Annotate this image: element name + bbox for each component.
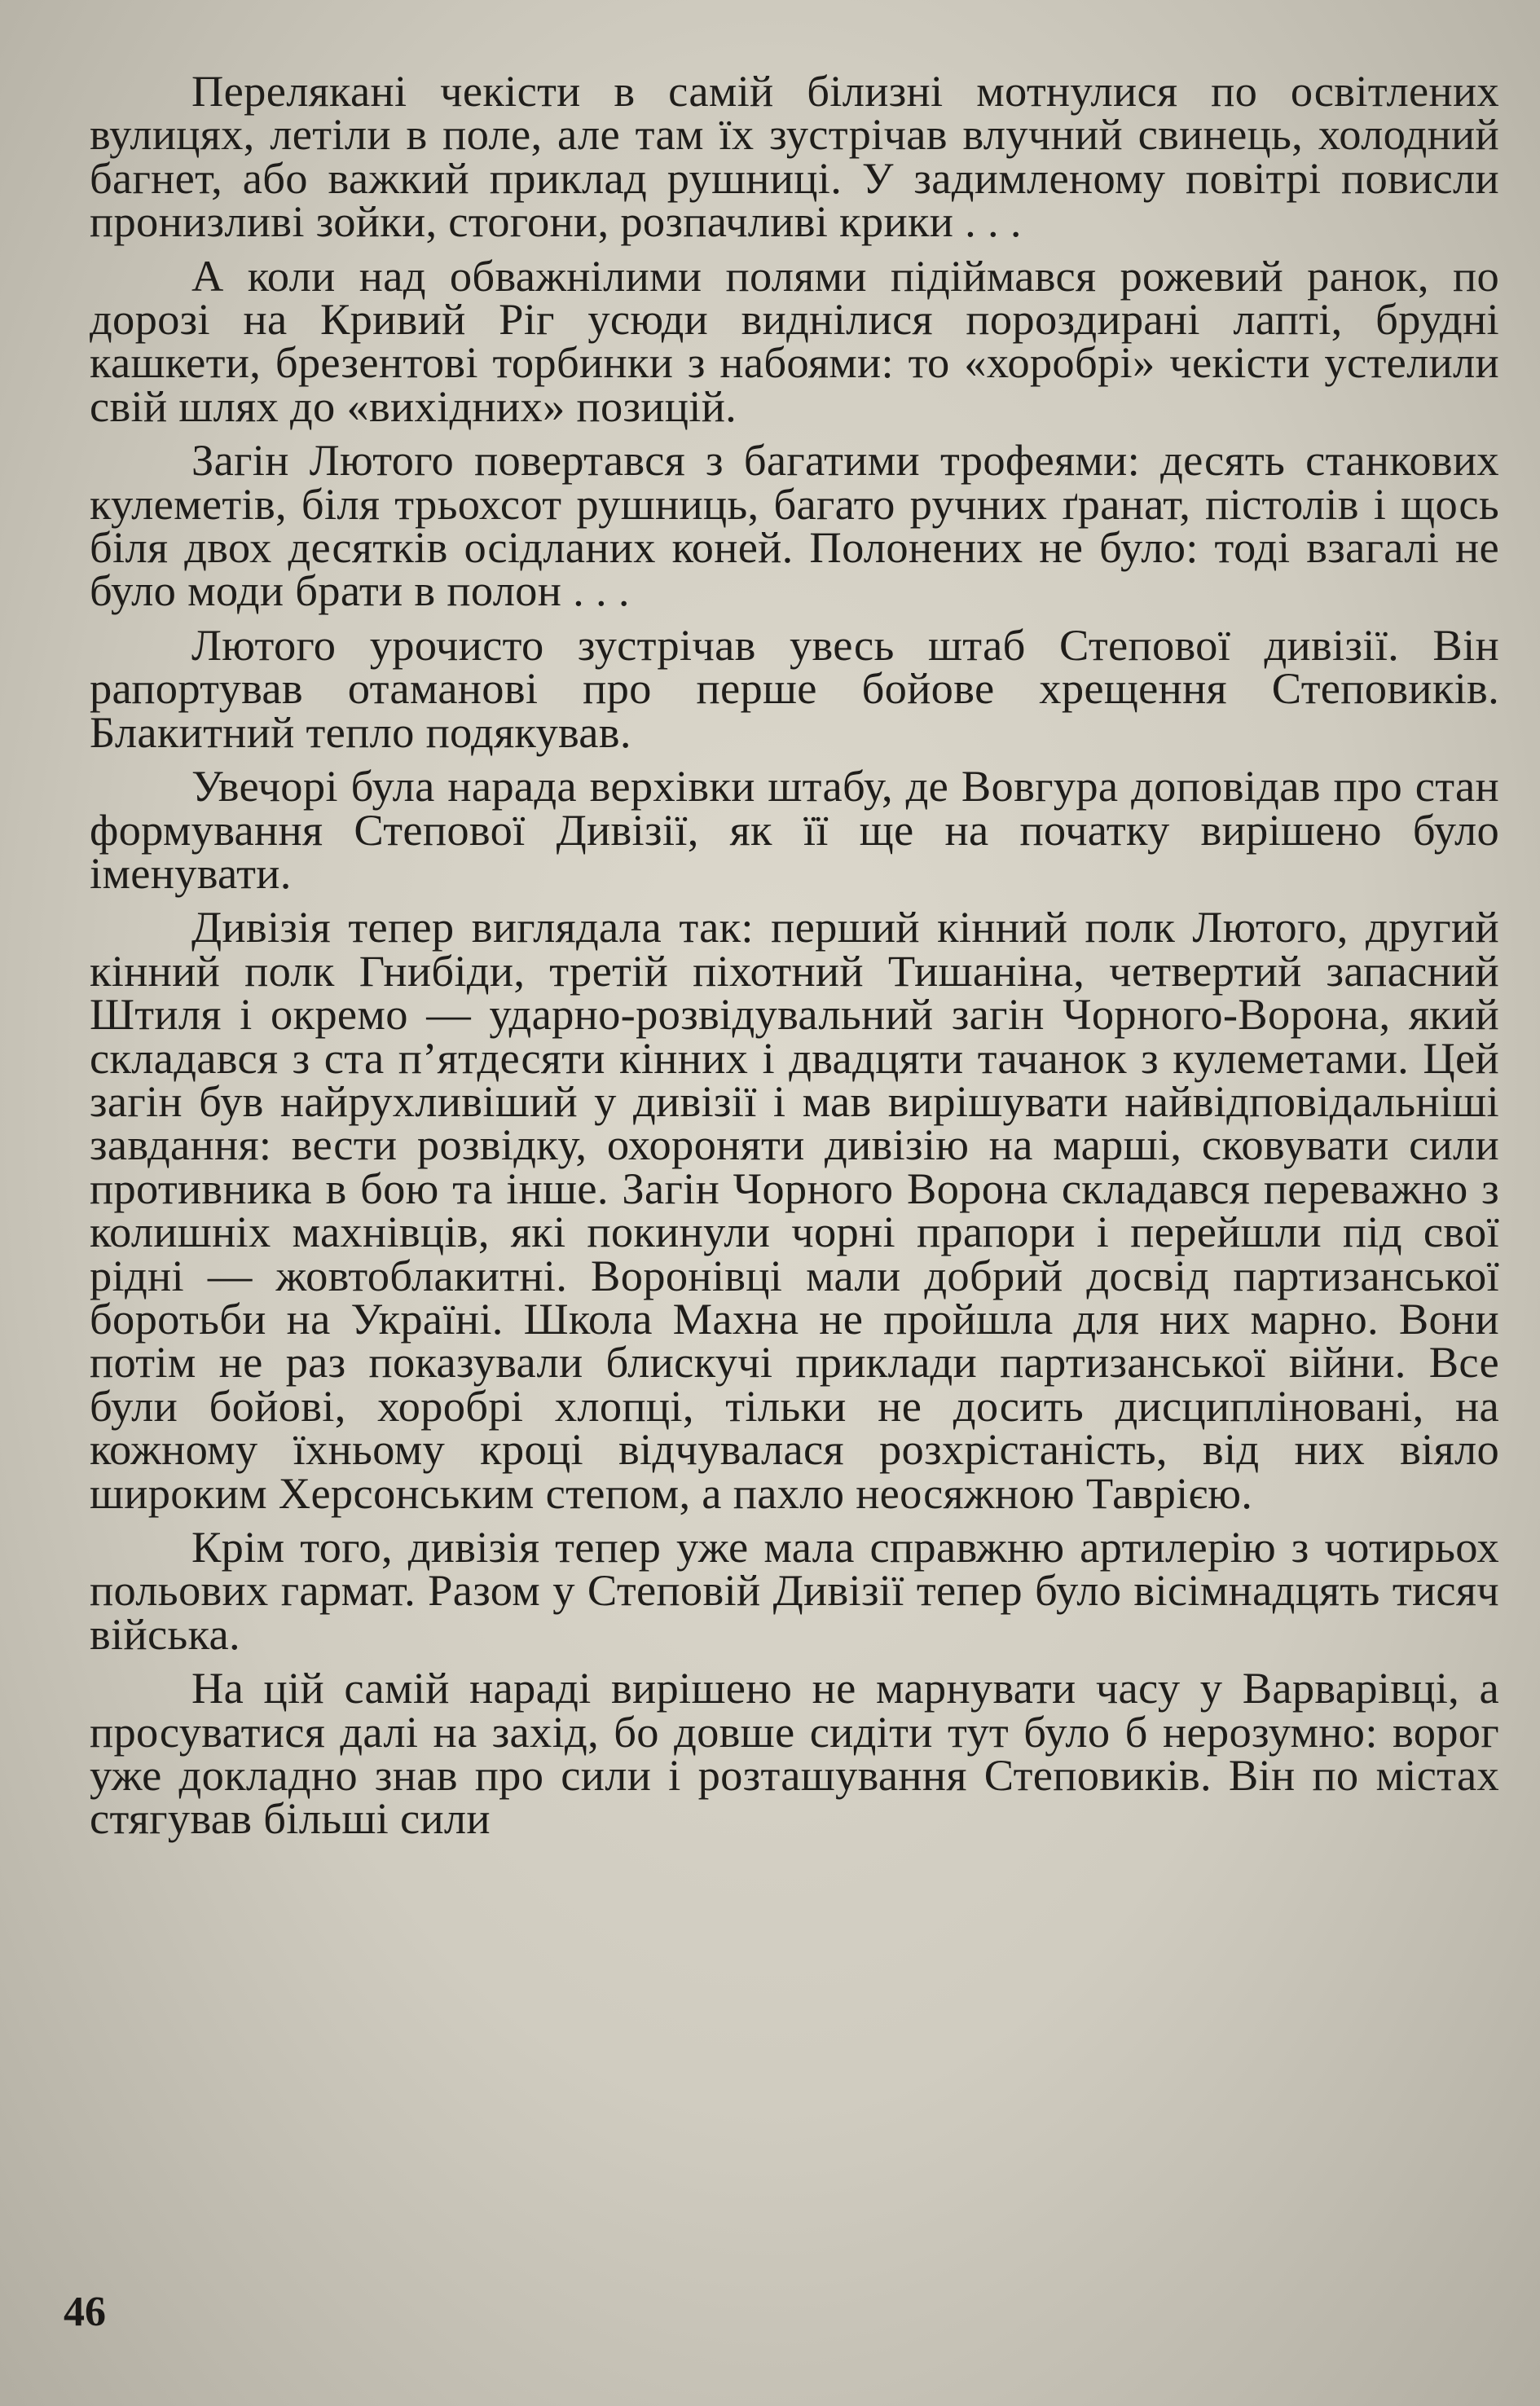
- page-number: 46: [64, 2289, 106, 2335]
- paragraph: Увечорі була нарада верхівки штабу, де Вовгура доповідав про стан формування Степової Дивізії, як її ще на початку вирішено було іменувати.: [90, 761, 1499, 898]
- paragraph: А коли над обважнілими полями підіймався рожевий ранок, по дорозі на Кривий Ріг усюди виднілися пороздирані лапті, брудні кашкети, брезентові торбинки з набоями: то «хоробрі» чекісти устелили свій шлях до «вихідних» позицій.: [90, 250, 1499, 431]
- body-text: [90, 66, 1499, 1851]
- paragraph: Крім того, дивізія тепер уже мала справжню артилерію з чотирьох польових гармат. Разом у Степовій Дивізії тепер було вісімнадцять тисяч війська.: [90, 1522, 1499, 1659]
- paragraph: Загін Лютого повертався з багатими трофеями: десять станкових кулеметів, біля трьохсот рушниць, багато ручних ґранат, пістолів і щось біля двох десятків осідланих коней. Полонених не було: тоді взагалі не було моди брати в полон . . .: [90, 435, 1499, 616]
- paragraph: Дивізія тепер виглядала так: перший кінний полк Лютого, другий кінний полк Гнибіди, третій піхотний Тишаніна, четвертий запасний Штиля і окремо — ударно-розвідувальний загін Чорного-Ворона, який складався з ста п’ятдесяти кінних і двадцяти тачанок з кулеметами. Цей загін був найрухливіший у дивізії і мав вирішувати найвідповідальніші завдання: вести розвідку, охороняти дивізію на марші, сковувати сили противника в бою та інше. Загін Чорного Ворона складався переважно з колишніх махнівців, які покинули чорні прапори і перейшли під свої рідні — жовтоблакитні. Воронівці мали добрий досвід партизанської боротьби на Україні. Школа Махна не пройшла для них марно. Вони потім не раз показували блискучі приклади партизанської війни. Все були бойові, хоробрі хлопці, тільки не досить дисципліновані, на кожному їхньому кроці відчувалася розхрістаність, від них віяло широким Херсонським степом, а пахло неосяжною Таврією.: [90, 902, 1499, 1518]
- paragraph: На цій самій нараді вирішено не марнувати часу у Варварівці, а просуватися далі на захід, бо довше сидіти тут було б нерозумно: ворог уже докладно знав про сили і розташування Степовиків. Він по містах стягував більші сили: [90, 1663, 1499, 1844]
- paragraph: Лютого урочисто зустрічав увесь штаб Степової дивізії. Він рапортував отаманові про перше бойове хрещення Степовиків. Блакитний тепло подякував.: [90, 619, 1499, 757]
- paragraph: Перелякані чекісти в самій білизні мотнулися по освітлених вулицях, летіли в поле, але там їх зустрічав влучний свинець, холодний багнет, або важкий приклад рушниці. У задимленому повітрі повисли пронизливі зойки, стогони, розпачливі крики . . .: [90, 66, 1499, 247]
